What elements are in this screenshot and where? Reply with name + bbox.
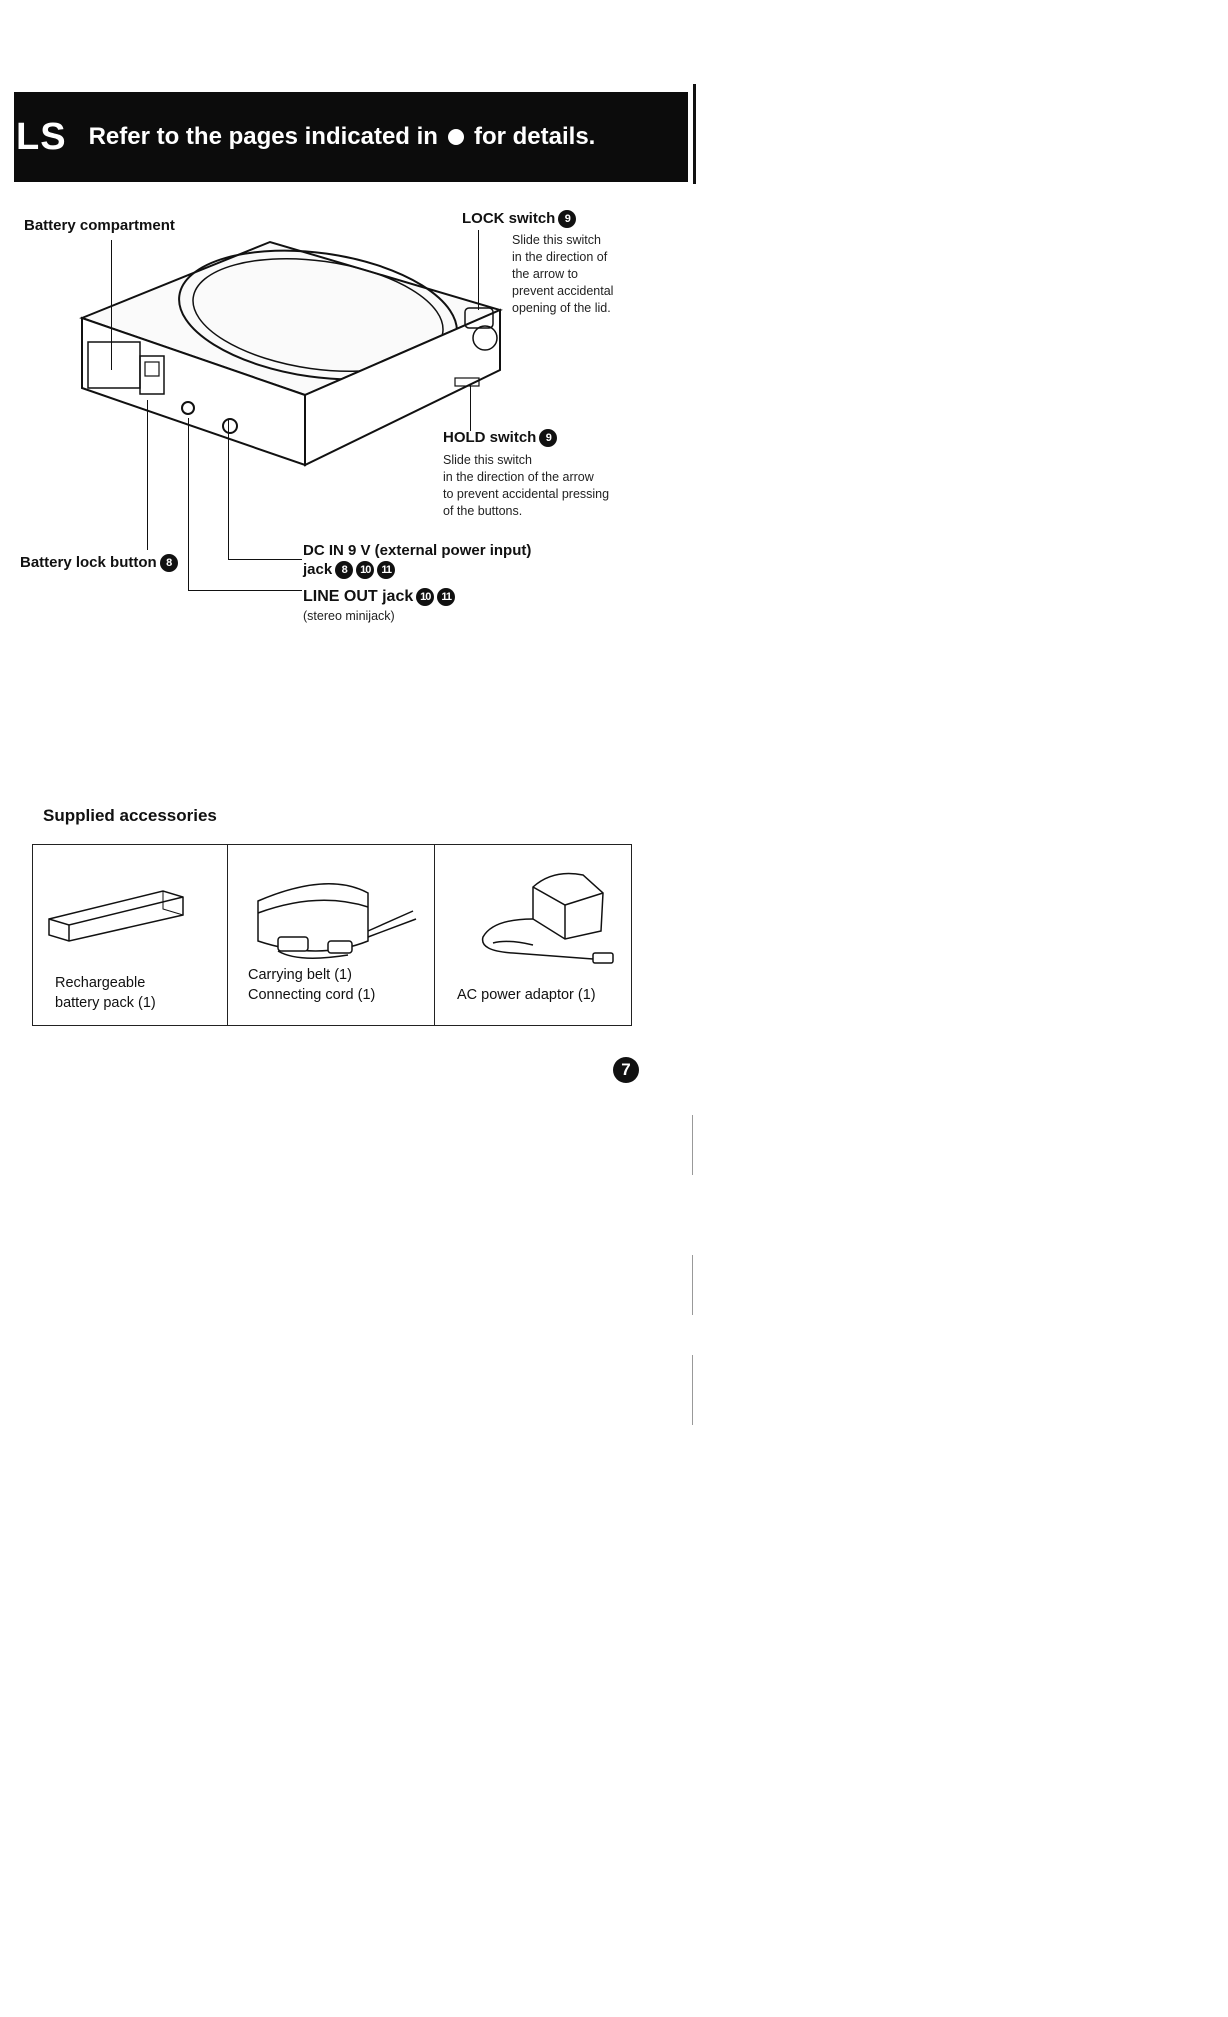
hold-switch-callout	[443, 429, 557, 447]
header-banner	[14, 92, 688, 182]
ref-badge: 9	[539, 429, 557, 447]
ref-badge: 9	[558, 210, 576, 228]
accessory-label: AC power adaptor (1)	[457, 987, 596, 1003]
battery-compartment-label: Battery compartment	[24, 217, 175, 234]
dc-in-title-2: jack	[303, 561, 333, 579]
lock-switch-description: Slide this switch in the direction of the arrow to prevent accidental opening of the lid.	[512, 233, 614, 315]
accessory-ac-adaptor	[435, 845, 630, 1025]
header-text	[89, 123, 596, 151]
lock-switch-callout	[462, 210, 576, 228]
battery-lock-button-callout	[20, 554, 178, 572]
accessory-label: Carrying belt (1)	[248, 967, 352, 983]
carrying-belt-illustration	[238, 871, 423, 971]
ref-badge: 8	[160, 554, 178, 572]
ref-badge: 8	[335, 561, 353, 579]
ref-badge: 10	[356, 561, 374, 579]
hold-switch-description: Slide this switch in the direction of the arrow to prevent accidental pressing of the buttons.	[443, 453, 610, 518]
accessory-label: Connecting cord (1)	[248, 987, 376, 1003]
accessory-label: Rechargeable	[55, 975, 146, 991]
accessory-battery-pack	[33, 845, 228, 1025]
page-number: 7	[613, 1057, 639, 1083]
line-out-callout	[303, 588, 455, 625]
ac-adaptor-illustration	[453, 859, 623, 969]
ref-badge: 10	[416, 588, 434, 606]
line-out-title: LINE OUT jack	[303, 588, 414, 606]
bullet-dot-icon	[448, 129, 464, 145]
ref-badge: 11	[377, 561, 395, 579]
dc-in-callout	[303, 542, 531, 579]
accessory-belt-cord	[228, 845, 435, 1025]
accessory-label: battery pack (1)	[55, 995, 156, 1011]
accessories-table	[32, 844, 632, 1026]
hold-switch-title: HOLD switch	[443, 429, 537, 447]
line-out-description: (stereo minijack)	[303, 609, 395, 624]
accessories-title: Supplied accessories	[43, 806, 217, 825]
lock-switch-title: LOCK switch	[462, 210, 556, 228]
battery-pack-illustration	[43, 883, 193, 943]
dc-in-title: DC IN 9 V (external power input)	[303, 542, 532, 559]
battery-lock-button-title: Battery lock button	[20, 554, 157, 572]
header-text-before: Refer to the pages indicated in	[88, 123, 438, 150]
ref-badge: 11	[437, 588, 455, 606]
header-text-after: for details.	[473, 123, 596, 150]
header-prefix: LS	[16, 115, 67, 158]
